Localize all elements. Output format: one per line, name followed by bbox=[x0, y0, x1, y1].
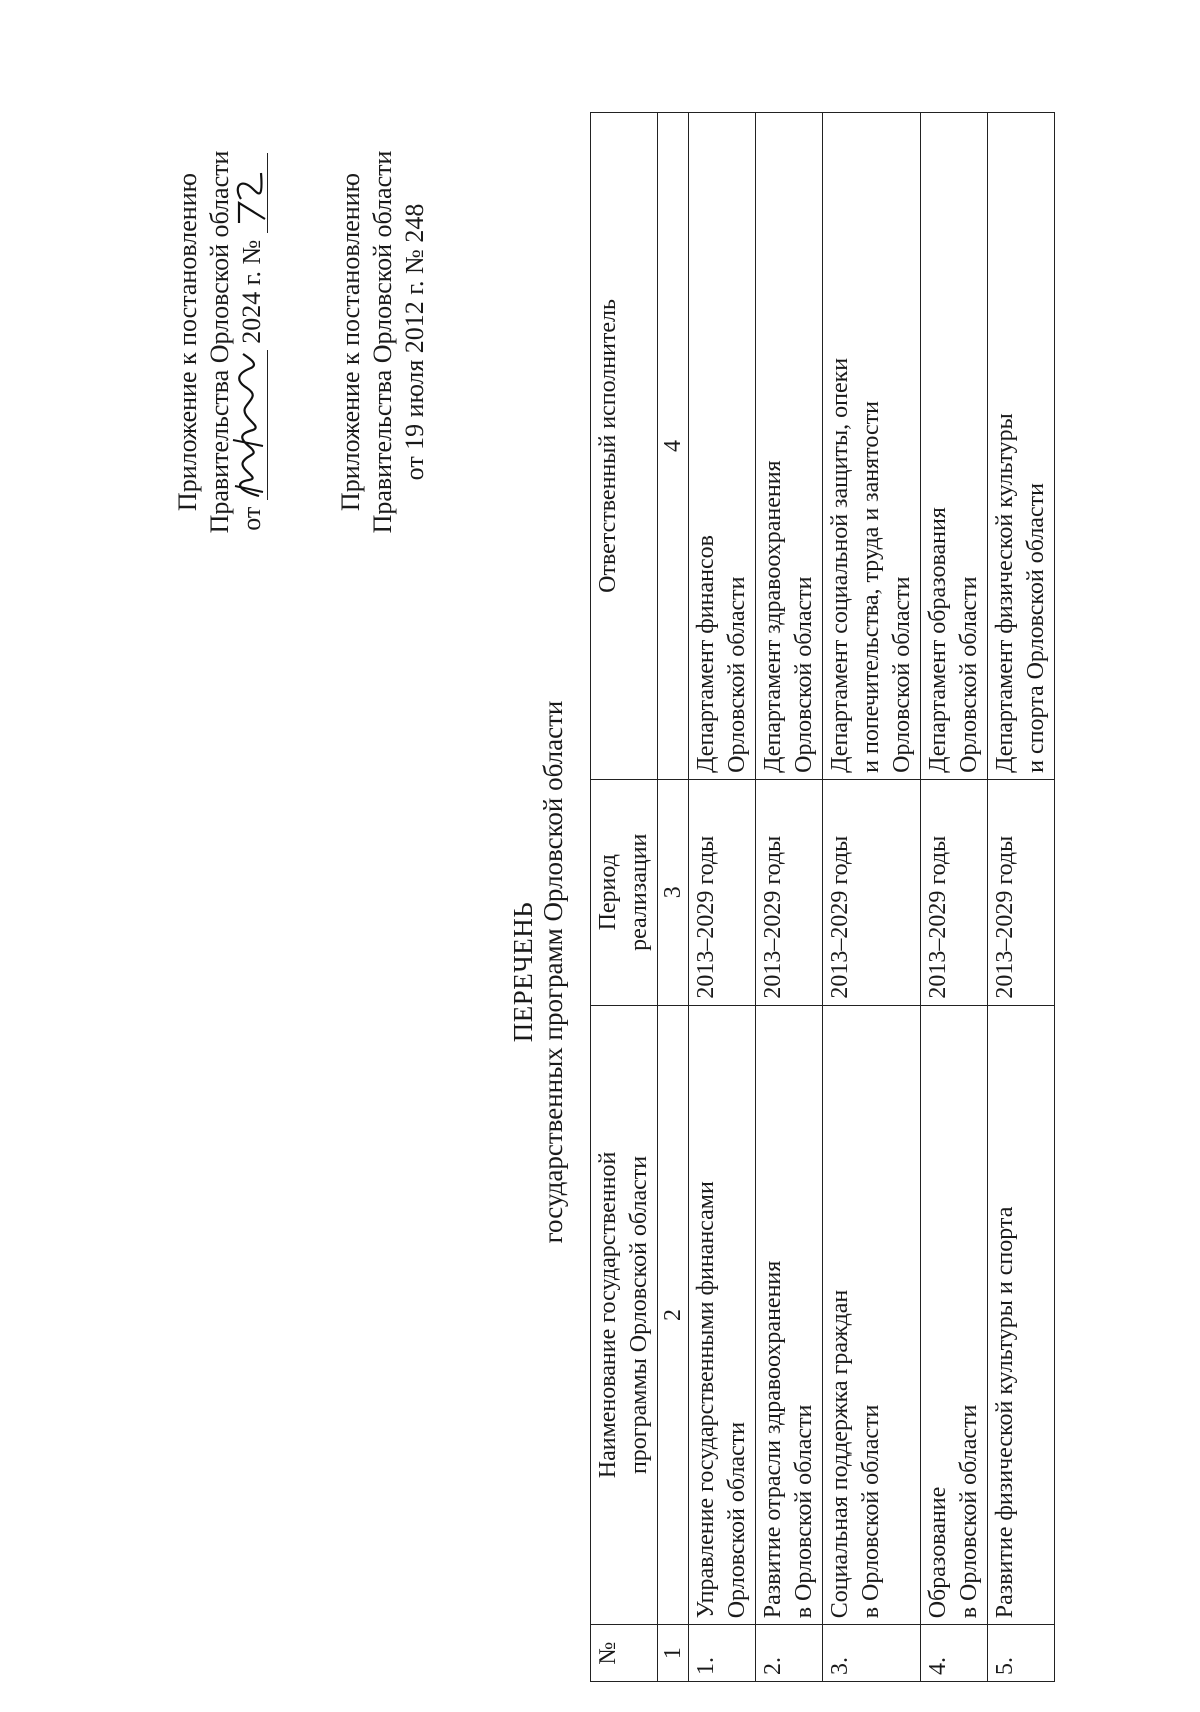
approval-date-line bbox=[236, 112, 268, 572]
approval-line-2: Правительства Орловской области bbox=[205, 150, 234, 534]
date-prefix: от bbox=[237, 506, 266, 531]
table-row bbox=[756, 113, 823, 1682]
program-name: Развитие отрасли здравоохранения в Орловской области bbox=[756, 1005, 823, 1625]
header-executor: Ответственный исполнитель bbox=[591, 113, 658, 780]
program-name: Социальная поддержка граждан в Орловской области bbox=[823, 1005, 921, 1625]
program-period: 2013–2029 годы bbox=[689, 779, 756, 1005]
program-name: Образование в Орловской области bbox=[921, 1005, 988, 1625]
date-signature bbox=[239, 350, 268, 500]
row-number: 2. bbox=[756, 1625, 823, 1682]
title-heading: ПЕРЕЧЕНЬ bbox=[508, 901, 538, 1043]
header-program-name: Наименование государственной программы Орловской области bbox=[591, 1005, 658, 1625]
approval-old-line-2: Правительства Орловской области bbox=[368, 150, 397, 534]
program-executor: Департамент образования Орловской области bbox=[921, 113, 988, 780]
approval-old-line-3: от 19 июля 2012 г. № 248 bbox=[400, 203, 429, 481]
program-period: 2013–2029 годы bbox=[921, 779, 988, 1005]
year-and-number-label: 2024 г. № bbox=[237, 239, 266, 344]
program-executor: Департамент физической культуры и спорта Орловской области bbox=[988, 113, 1055, 780]
approval-old-line-1: Приложение к постановлению bbox=[336, 172, 365, 512]
column-number: 1 bbox=[658, 1625, 689, 1682]
column-number: 2 bbox=[658, 1005, 689, 1625]
approval-line-1: Приложение к постановлению bbox=[173, 172, 202, 512]
row-number: 4. bbox=[921, 1625, 988, 1682]
number-signature bbox=[239, 153, 268, 233]
column-number: 3 bbox=[658, 779, 689, 1005]
row-number: 3. bbox=[823, 1625, 921, 1682]
row-number: 5. bbox=[988, 1625, 1055, 1682]
table-header-row bbox=[591, 113, 658, 1682]
program-period: 2013–2029 годы bbox=[823, 779, 921, 1005]
table-row bbox=[689, 113, 756, 1682]
row-number: 1. bbox=[689, 1625, 756, 1682]
programs-table bbox=[590, 112, 1055, 1682]
program-executor: Департамент здравоохранения Орловской области bbox=[756, 113, 823, 780]
table-row bbox=[921, 113, 988, 1682]
program-executor: Департамент социальной защиты, опеки и попечительства, труда и занятости Орловской области bbox=[823, 113, 921, 780]
title-subheading: государственных программ Орловской области bbox=[538, 700, 568, 1244]
table-row bbox=[823, 113, 921, 1682]
table-row bbox=[988, 113, 1055, 1682]
header-period: Период реализации bbox=[591, 779, 658, 1005]
program-period: 2013–2029 годы bbox=[756, 779, 823, 1005]
header-number: № bbox=[591, 1625, 658, 1682]
program-period: 2013–2029 годы bbox=[988, 779, 1055, 1005]
column-number: 4 bbox=[658, 113, 689, 780]
document-title bbox=[508, 672, 568, 1272]
approval-block-original bbox=[335, 112, 431, 572]
program-name: Управление государственными финансами Орловской области bbox=[689, 1005, 756, 1625]
approval-block-current bbox=[172, 112, 268, 572]
column-number-row bbox=[658, 113, 689, 1682]
program-name: Развитие физической культуры и спорта bbox=[988, 1005, 1055, 1625]
program-executor: Департамент финансов Орловской области bbox=[689, 113, 756, 780]
